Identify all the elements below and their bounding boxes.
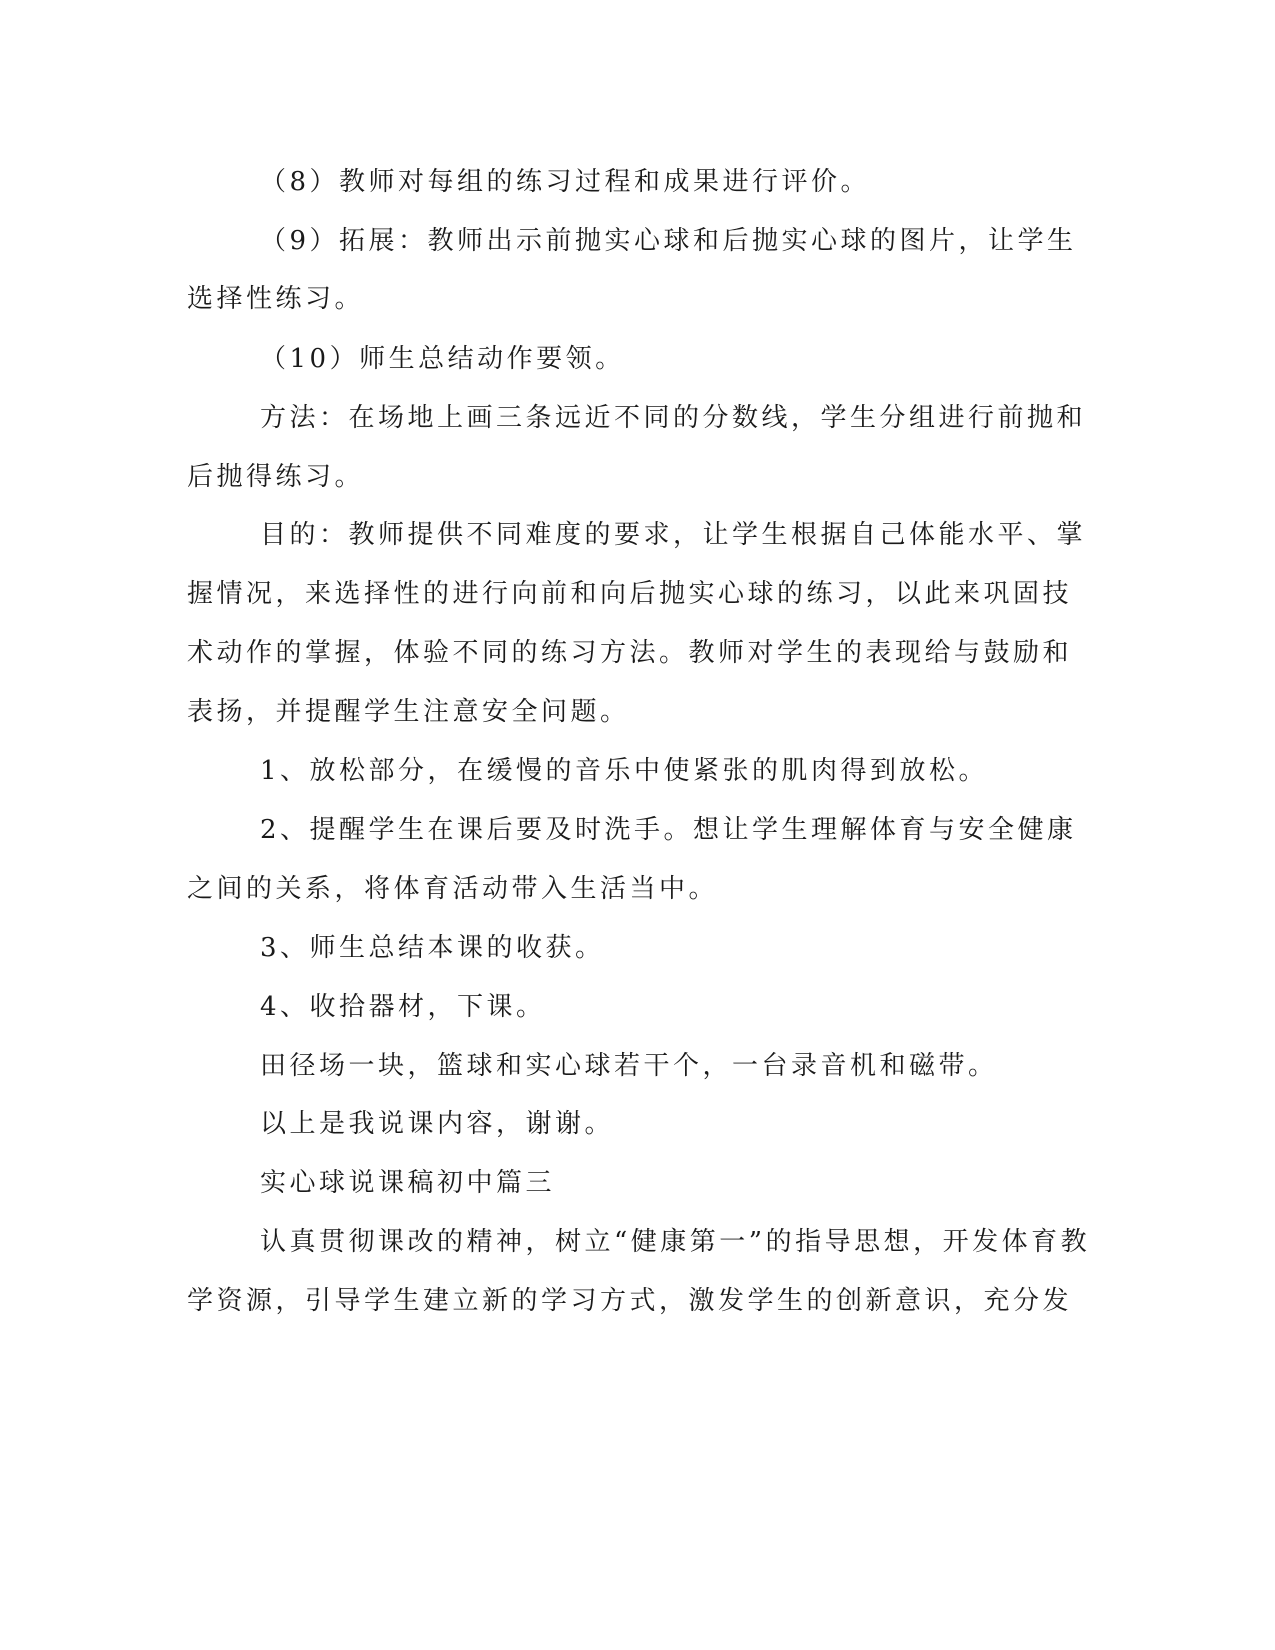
paragraph-line: 表扬，并提醒学生注意安全问题。 <box>187 697 630 727</box>
paragraph-line: 之间的关系，将体育活动带入生活当中。 <box>187 874 719 904</box>
paragraph-line: （10）师生总结动作要领。 <box>260 344 625 374</box>
paragraph-line: 以上是我说课内容，谢谢。 <box>260 1109 615 1139</box>
paragraph-line: 2、提醒学生在课后要及时洗手。想让学生理解体育与安全健康 <box>260 815 1077 845</box>
paragraph-line: 认真贯彻课改的精神，树立“健康第一”的指导思想，开发体育教 <box>260 1227 1091 1257</box>
paragraph-line: 方法：在场地上画三条远近不同的分数线，学生分组进行前抛和 <box>260 403 1087 433</box>
paragraph-line: （8）教师对每组的练习过程和成果进行评价。 <box>260 167 871 197</box>
paragraph-line: 握情况，来选择性的进行向前和向后抛实心球的练习，以此来巩固技 <box>187 579 1073 609</box>
paragraph-line: 3、师生总结本课的收获。 <box>260 933 605 963</box>
paragraph-line: 术动作的掌握，体验不同的练习方法。教师对学生的表现给与鼓励和 <box>187 638 1073 668</box>
paragraph-line: 4、收拾器材，下课。 <box>260 992 546 1022</box>
section-heading: 实心球说课稿初中篇三 <box>260 1168 556 1198</box>
paragraph-line: 1、放松部分，在缓慢的音乐中使紧张的肌肉得到放松。 <box>260 756 989 786</box>
paragraph-line: 选择性练习。 <box>187 284 365 314</box>
paragraph-line: 田径场一块，篮球和实心球若干个，一台录音机和磁带。 <box>260 1051 998 1081</box>
paragraph-line: （9）拓展：教师出示前抛实心球和后抛实心球的图片，让学生 <box>260 226 1077 256</box>
paragraph-line: 后抛得练习。 <box>187 462 365 492</box>
paragraph-line: 目的：教师提供不同难度的要求，让学生根据自己体能水平、掌 <box>260 520 1087 550</box>
paragraph-line: 学资源，引导学生建立新的学习方式，激发学生的创新意识，充分发 <box>187 1286 1073 1316</box>
